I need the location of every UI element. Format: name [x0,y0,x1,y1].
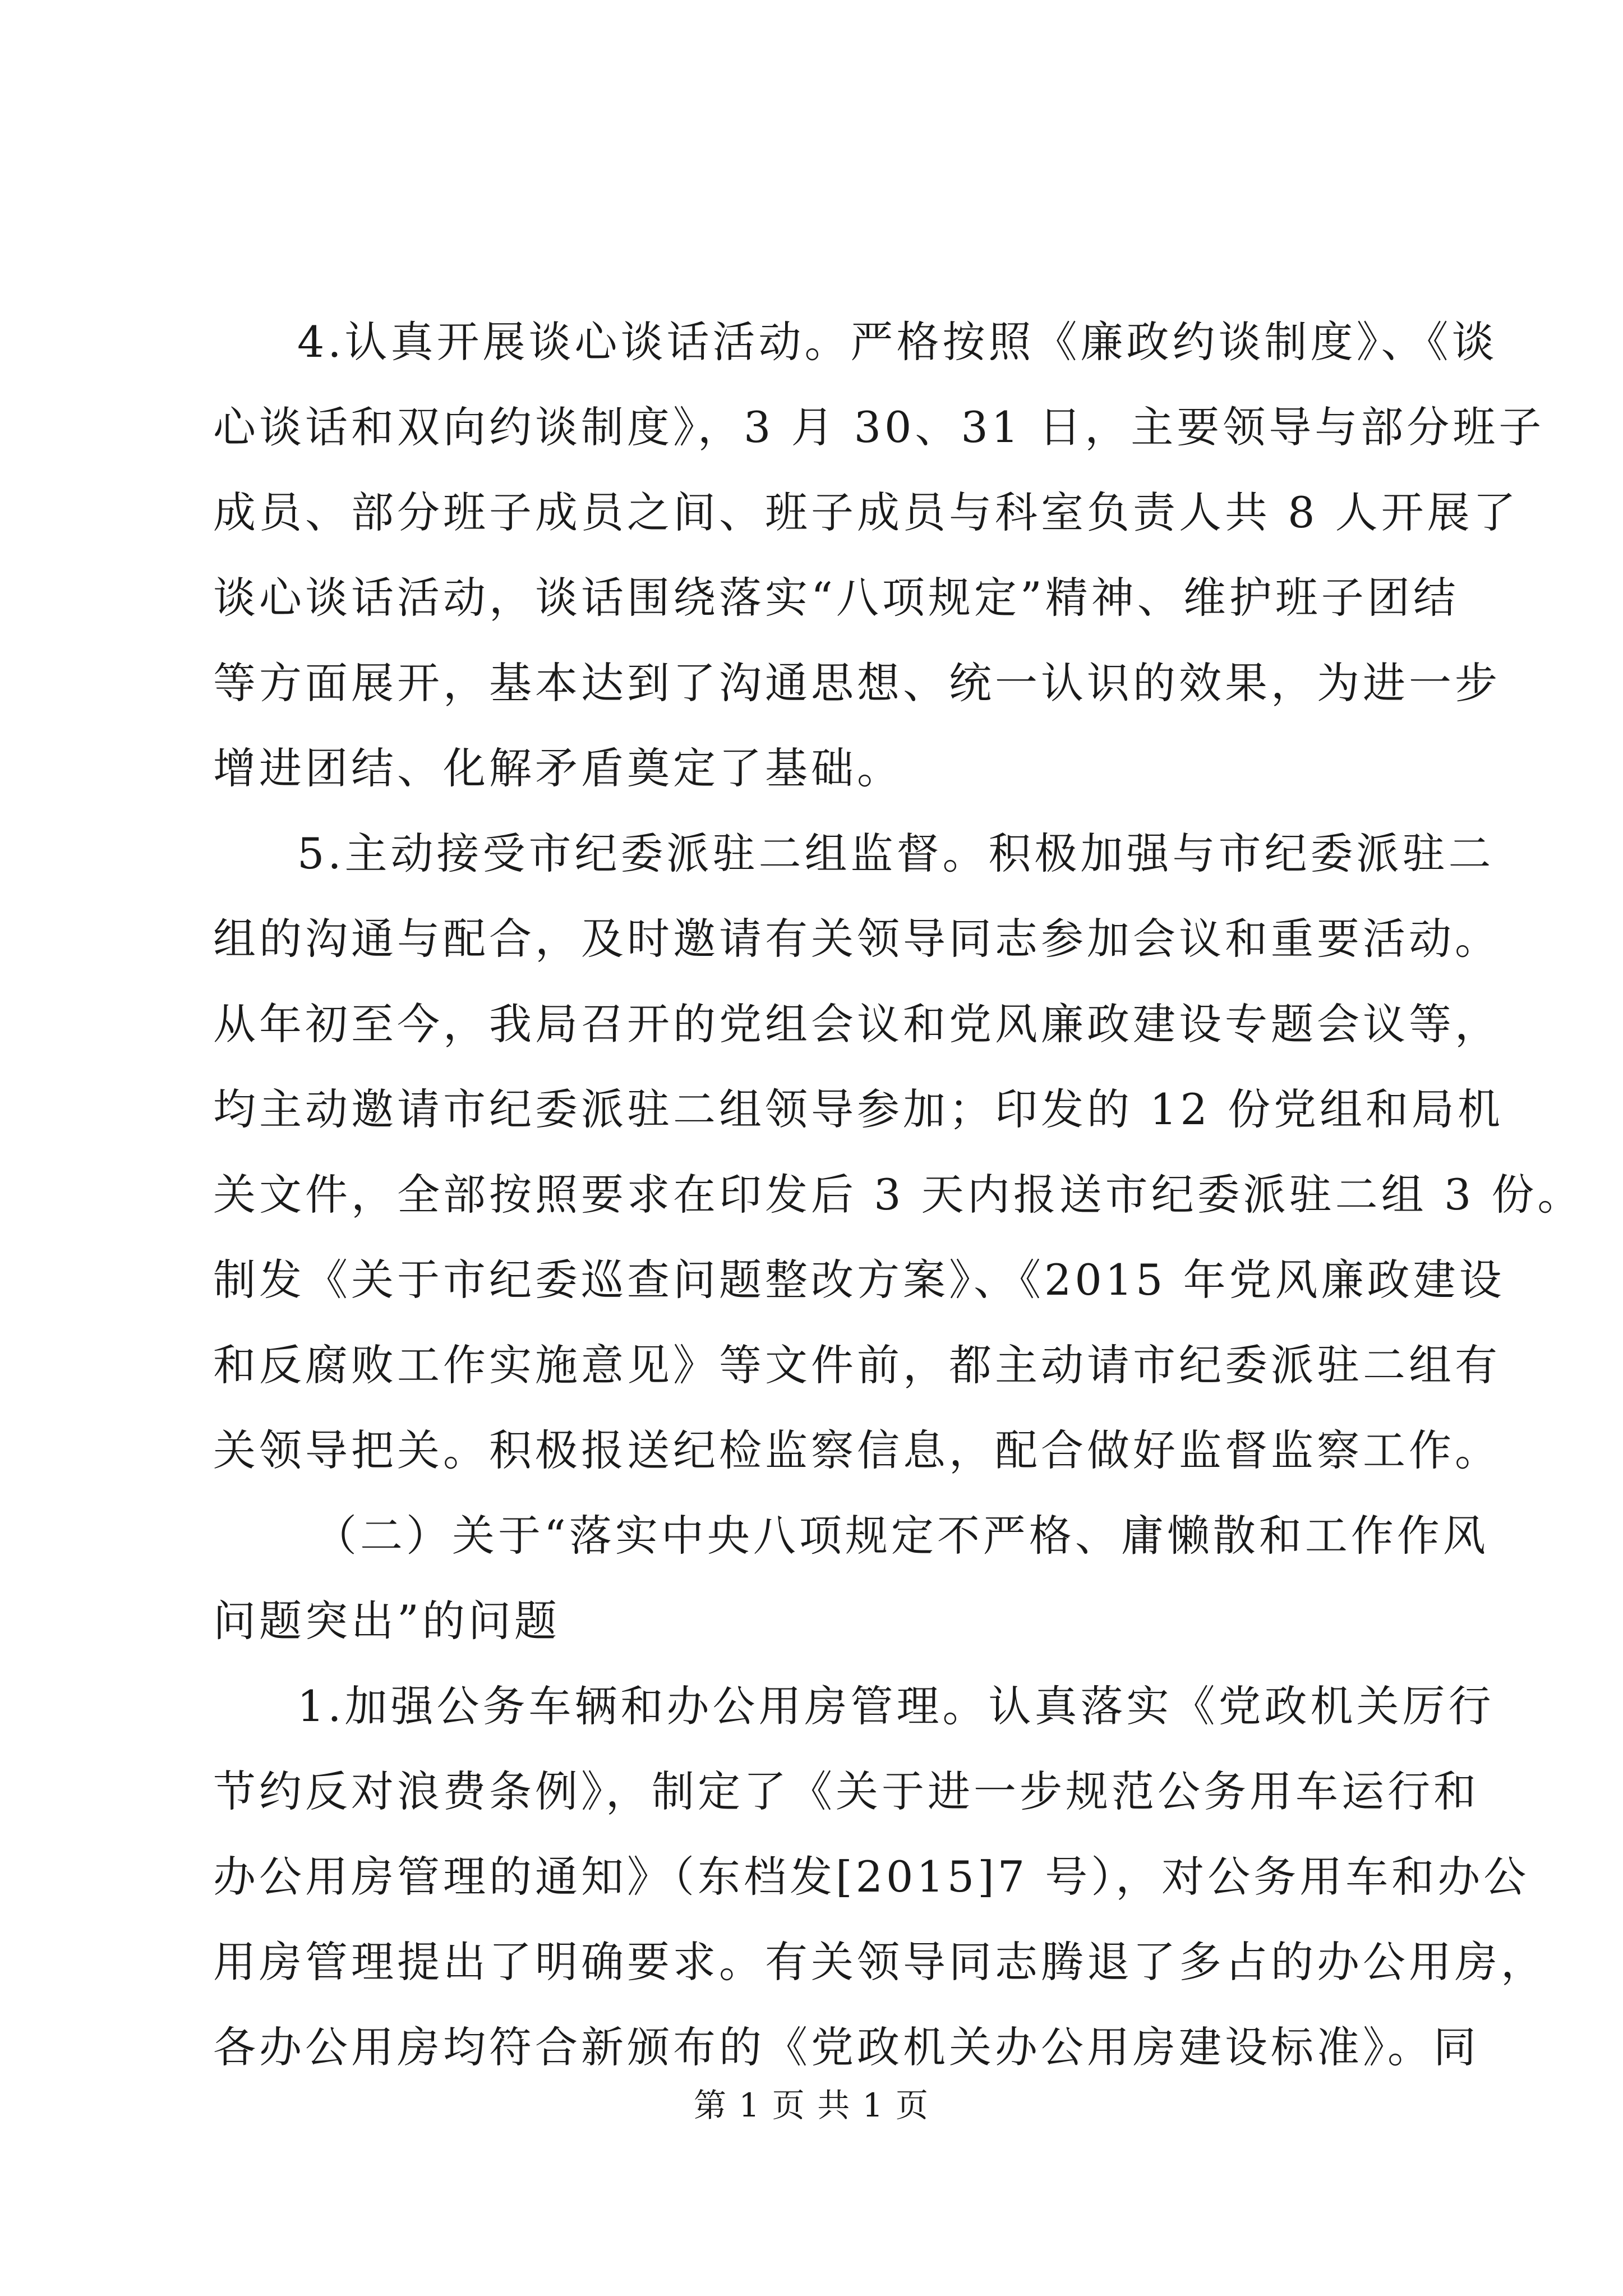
paragraph-line: 节约反对浪费条例》，制定了《关于进一步规范公务用车运行和 [213,1766,1479,1816]
section-heading-line: （二）关于“落实中央八项规定不严格、庸懒散和工作作风 [314,1511,1489,1561]
paragraph-line: 均主动邀请市纪委派驻二组领导参加；印发的 12 份党组和局机 [213,1084,1504,1134]
paragraph-line: 从年初至今，我局召开的党组会议和党风廉政建设专题会议等， [213,999,1501,1049]
page-footer: 第 1 页 共 1 页 [694,2086,929,2124]
section-heading-line: 问题突出”的问题 [213,1596,560,1646]
paragraph-line: 组的沟通与配合，及时邀请有关领导同志参加会议和重要活动。 [213,914,1501,964]
paragraph-line: 制发《关于市纪委巡查问题整改方案》、《2015 年党风廉政建设 [213,1255,1505,1305]
paragraph-line: 各办公用房均符合新颁布的《党政机关办公用房建设标准》。同 [213,2022,1479,2072]
paragraph-line: 1.加强公务车辆和办公用房管理。认真落实《党政机关厉行 [297,1681,1495,1731]
paragraph-line: 成员、部分班子成员之间、班子成员与科室负责人共 8 人开展了 [213,487,1519,537]
paragraph-line: 5.主动接受市纪委派驻二组监督。积极加强与市纪委派驻二 [297,829,1495,878]
paragraph-line: 4.认真开展谈心谈话活动。严格按照《廉政约谈制度》、《谈 [297,317,1498,367]
paragraph-line: 办公用房管理的通知》（东档发[2015]7 号），对公务用车和办公 [213,1852,1530,1902]
paragraph-line: 谈心谈话活动，谈话围绕落实“八项规定”精神、维护班子团结 [213,573,1459,623]
paragraph-line: 关文件，全部按照要求在印发后 3 天内报送市纪委派驻二组 3 份。 [213,1170,1584,1220]
paragraph-line: 用房管理提出了明确要求。有关领导同志腾退了多占的办公用房， [213,1937,1547,1987]
paragraph-line: 和反腐败工作实施意见》等文件前，都主动请市纪委派驻二组有 [213,1340,1501,1390]
paragraph-line: 关领导把关。积极报送纪检监察信息，配合做好监督监察工作。 [213,1425,1501,1475]
paragraph-line: 增进团结、化解矛盾奠定了基础。 [213,743,903,793]
paragraph-line: 心谈话和双向约谈制度》，3 月 30、31 日，主要领导与部分班子 [213,402,1545,452]
paragraph-line: 等方面展开，基本达到了沟通思想、统一认识的效果，为进一步 [213,658,1501,708]
